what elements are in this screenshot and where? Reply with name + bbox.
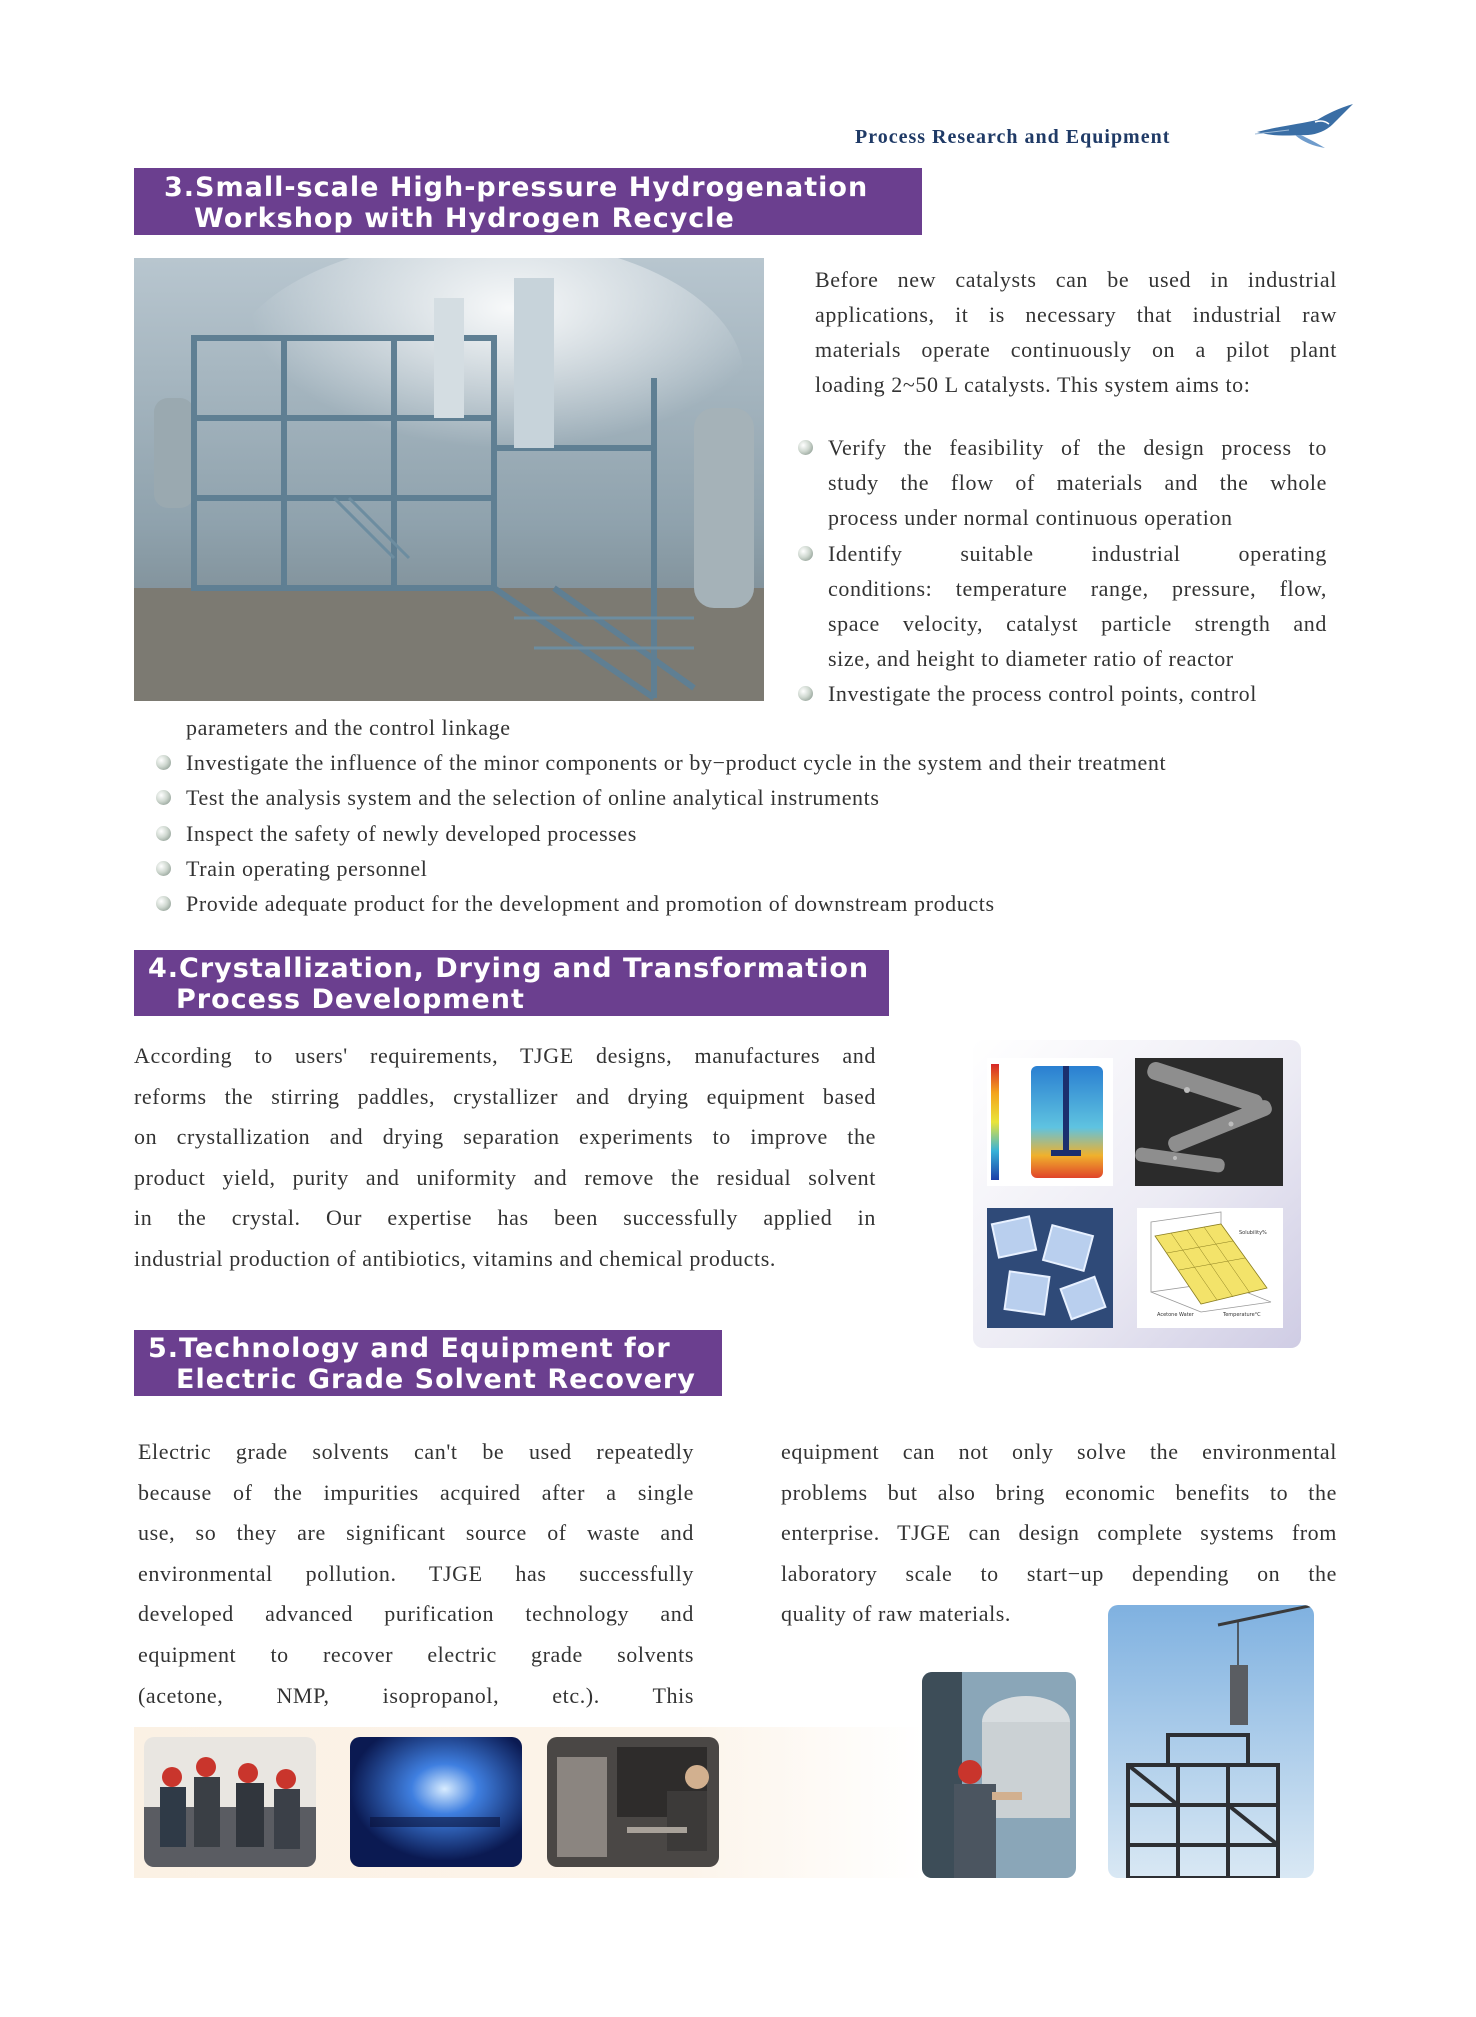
intro-line: applications, it is necessary that industrial raw — [815, 302, 1337, 327]
body-line: problems but also bring economic benefits to the — [781, 1479, 1337, 1505]
section-3-title-line-1: 3.Small-scale High-pressure Hydrogenation — [164, 172, 869, 203]
crane-tower-photo — [1108, 1605, 1314, 1878]
body-line: product yield, purity and uniformity and remove the residual solvent — [134, 1164, 876, 1190]
bird-logo-icon — [1255, 102, 1355, 152]
cubic-crystals-image — [987, 1208, 1113, 1328]
body-line: in the crystal. Our expertise has been successfully applied in — [134, 1205, 876, 1231]
crystallization-figure-panel — [973, 1040, 1301, 1348]
section-5-title-line-1: 5.Technology and Equipment for — [148, 1333, 671, 1364]
running-header: Process Research and Equipment — [855, 126, 1171, 148]
bullet-item: Provide adequate product for the development and promotion of downstream products — [156, 886, 1336, 921]
body-line: laboratory scale to start−up depending on the — [781, 1560, 1337, 1586]
crystal-sem-image — [1135, 1058, 1283, 1186]
bullet-item: Inspect the safety of newly developed processes — [156, 816, 1336, 851]
intro-line: materials operate continuously on a pilot plant — [815, 337, 1337, 362]
chart-label-solubility: Solubility% — [1239, 1230, 1267, 1236]
body-line: (acetone, NMP, isopropanol, etc.). This — [138, 1682, 694, 1708]
workers-photo-2 — [547, 1737, 719, 1867]
flow-simulation-image — [987, 1058, 1113, 1186]
body-line: equipment to recover electric grade solvents — [138, 1641, 694, 1667]
section-3-title — [134, 168, 922, 235]
bullet-line: conditions: temperature range, pressure, flow, — [828, 575, 1327, 601]
hydrogenation-workshop-photo — [134, 258, 764, 701]
bullet-line: size, and height to diameter ratio of reactor — [828, 646, 1234, 672]
bullet-item — [798, 676, 1327, 711]
bullet-line: Identify suitable industrial operating — [828, 540, 1327, 566]
body-line: because of the impurities acquired after a single — [138, 1479, 694, 1505]
chart-axis-y-label: Temperature°C — [1223, 1312, 1261, 1318]
bullet-line: space velocity, catalyst particle strength and — [828, 611, 1327, 637]
body-line: environmental pollution. TJGE has successfully — [138, 1560, 694, 1586]
section-4-body — [134, 1036, 876, 1280]
blue-light-photo — [350, 1737, 522, 1867]
section-4-title-line-2: Process Development — [176, 984, 525, 1015]
bullet-item: Investigate the influence of the minor components or by−product cycle in the system and their treatment — [156, 745, 1336, 780]
bullet-line: Investigate the process control points, control — [828, 681, 1257, 707]
body-line: According to users' requirements, TJGE designs, manufactures and — [134, 1043, 876, 1068]
body-line: enterprise. TJGE can design complete systems from — [781, 1520, 1337, 1546]
bullet-item: Train operating personnel — [156, 851, 1336, 886]
section-3-title-line-2: Workshop with Hydrogen Recycle — [194, 203, 735, 234]
intro-line: loading 2~50 L catalysts. This system aims to: — [815, 372, 1251, 397]
body-line: use, so they are significant source of waste and — [138, 1520, 694, 1546]
body-line: developed advanced purification technology and — [138, 1601, 694, 1627]
body-line: reforms the stirring paddles, crystallizer and drying equipment based — [134, 1083, 876, 1109]
solubility-surface-chart — [1137, 1208, 1283, 1328]
section-4-title-line-1: 4.Crystallization, Drying and Transformation — [148, 953, 870, 984]
body-line: equipment can not only solve the environmental — [781, 1439, 1337, 1464]
bullet-item — [798, 536, 1327, 677]
section-3-intro — [815, 262, 1337, 402]
bullet-item — [798, 430, 1327, 536]
bullet-line: study the flow of materials and the whole — [828, 470, 1327, 496]
section-4-title — [134, 950, 889, 1016]
bullet-line: process under normal continuous operation — [828, 505, 1233, 531]
body-line: industrial production of antibiotics, vitamins and chemical products. — [134, 1245, 776, 1271]
section-5-title — [134, 1330, 722, 1396]
intro-line: Before new catalysts can be used in industrial — [815, 267, 1337, 292]
body-line: on crystallization and drying separation experiments to improve the — [134, 1124, 876, 1150]
body-line: Electric grade solvents can't be used repeatedly — [138, 1439, 694, 1464]
engineer-tank-photo — [922, 1672, 1076, 1878]
body-line: quality of raw materials. — [781, 1601, 1012, 1627]
section-5-column-1 — [138, 1432, 694, 1716]
workers-photo-1 — [144, 1737, 316, 1867]
section-3-bullets-upper — [798, 430, 1327, 712]
section-3-bullets-lower — [156, 710, 1336, 921]
chart-axis-x-label: Acetone Water — [1157, 1312, 1194, 1318]
bullet-continuation: parameters and the control linkage — [186, 715, 511, 740]
section-5-title-line-2: Electric Grade Solvent Recovery — [176, 1364, 696, 1395]
bullet-line: Verify the feasibility of the design process to — [828, 435, 1327, 460]
bullet-item: Test the analysis system and the selection of online analytical instruments — [156, 780, 1336, 815]
